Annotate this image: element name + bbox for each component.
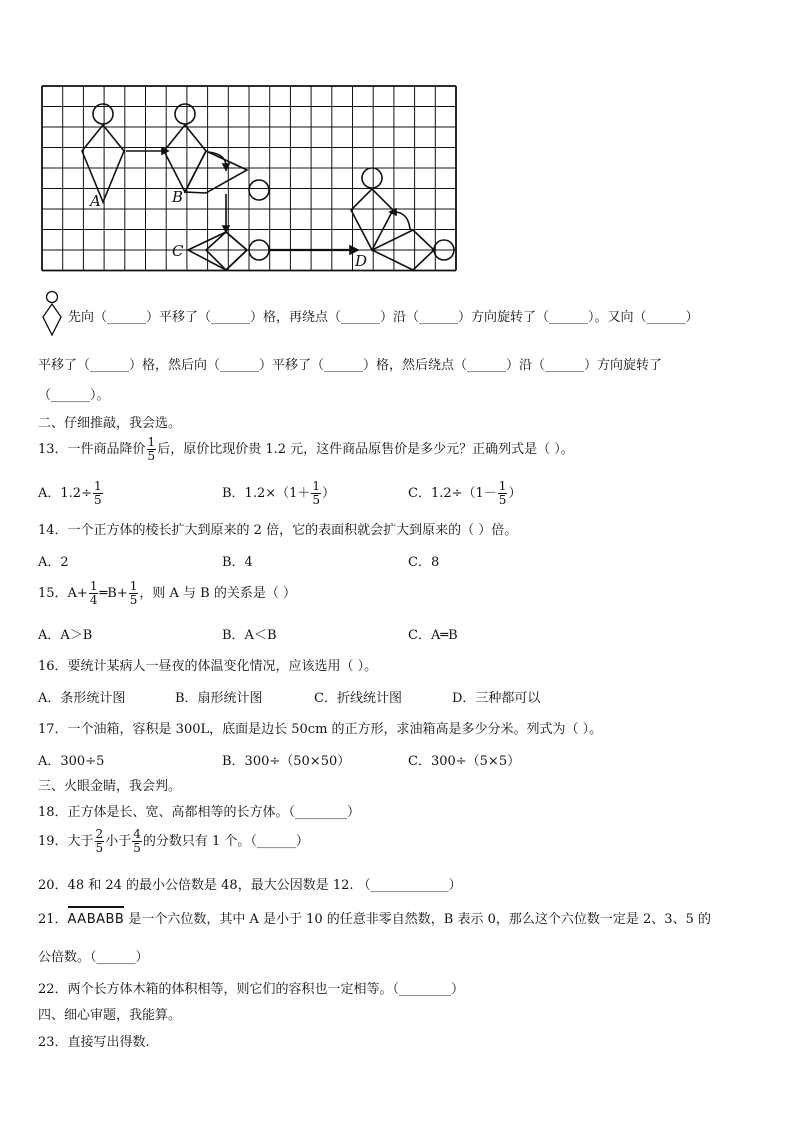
rotation-translation-grid-figure	[40, 84, 458, 276]
q12-line1: 先向（______）平移了（______）格，再绕点（______）沿（______）方向旋转了（______）。又向（______）	[68, 310, 699, 325]
question-23: 23．直接写出得数.	[38, 1035, 150, 1050]
q12-line2: 平移了（______）格，然后向（______）平移了（______）格，然后绕点（______）沿（______）方向旋转了	[38, 358, 663, 373]
q13-option-b: B．1.2×（1＋ $\frac{1}{5}$ ）	[222, 479, 336, 507]
fraction: $\frac{1}{5}$	[147, 435, 156, 463]
q17-option-b: B．300÷（50×50）	[222, 754, 351, 769]
overlined-number: AABABB	[68, 906, 125, 927]
question-18: 18．正方体是长、宽、高都相等的长方体。（________）	[38, 805, 361, 820]
q16-option-b: B．扇形统计图	[175, 691, 263, 706]
section4-heading: 四、细心审题，我能算。	[38, 1008, 182, 1023]
point-label-b: B	[172, 188, 184, 206]
q13-option-a: A．1.2÷ $\frac{1}{5}$	[38, 479, 102, 507]
q13-stem-b: 后，原价比现价贵 1.2 元，这件商品原售价是多少元？正确列式是（ ）。	[157, 442, 574, 457]
question-22: 22．两个长方体木箱的体积相等，则它们的容积也一定相等。（________）	[38, 982, 465, 997]
question-21: 21．AABABB 是一个六位数，其中 A 是小于 10 的任意非零自然数，B 表示 0，那么这个六位数一定是 2、3、5 的	[38, 906, 711, 927]
q13-stem-a: 13．一件商品降价	[38, 442, 146, 457]
question-16: 16．要统计某病人一昼夜的体温变化情况，应该选用（ ）。	[38, 659, 378, 674]
q14-option-c: C．8	[408, 555, 440, 570]
question-15: 15．A+ $\frac{1}{4}$ ═B+ $\frac{1}{5}$ ，则 A 与 B 的关系是（ ）	[38, 579, 296, 607]
kite-icon	[40, 290, 64, 338]
grid-lines	[42, 86, 456, 271]
section2-heading: 二、仔细推敲，我会选。	[38, 416, 182, 431]
q15-option-c: C．A═B	[408, 628, 458, 643]
point-label-d: D	[355, 252, 368, 270]
q15-option-a: A．A＞B	[38, 628, 93, 643]
question-17: 17．一个油箱，容积是 300L，底面是边长 50cm 的正方形，求油箱高是多少分米。列式为（ ）。	[38, 722, 603, 737]
q16-option-c: C．折线统计图	[314, 691, 402, 706]
kite-figure-b	[164, 104, 269, 200]
kite-figure-a	[82, 104, 124, 202]
point-label-a: A	[90, 192, 101, 210]
question-19: 19．大于 $\frac{2}{5}$ 小于 $\frac{4}{5}$ 的分数只有 1 个。（______）	[38, 827, 309, 855]
q15-option-b: B．A＜B	[222, 628, 277, 643]
q16-option-a: A．条形统计图	[38, 691, 126, 706]
question-21-line2: 公倍数。（______）	[38, 950, 149, 965]
q14-option-b: B．4	[222, 555, 253, 570]
section3-heading: 三、火眼金睛，我会判。	[38, 779, 182, 794]
q17-option-a: A．300÷5	[38, 754, 105, 769]
question-14: 14．一个正方体的棱长扩大到原来的 2 倍，它的表面积就会扩大到原来的（ ）倍。	[38, 523, 518, 538]
q12-line3: （______）。	[38, 388, 110, 403]
q17-option-c: C．300÷（5×5）	[408, 754, 521, 769]
q14-option-a: A．2	[38, 555, 69, 570]
q16-option-d: D．三种都可以	[452, 691, 541, 706]
question-13	[38, 436, 574, 463]
figure-shapes	[82, 104, 454, 270]
question-20: 20．48 和 24 的最小公倍数是 48，最大公因数是 12. （____________）	[38, 878, 462, 893]
q13-option-c: C．1.2÷（1－ $\frac{1}{5}$ ）	[408, 479, 522, 507]
point-label-c: C	[172, 242, 184, 260]
